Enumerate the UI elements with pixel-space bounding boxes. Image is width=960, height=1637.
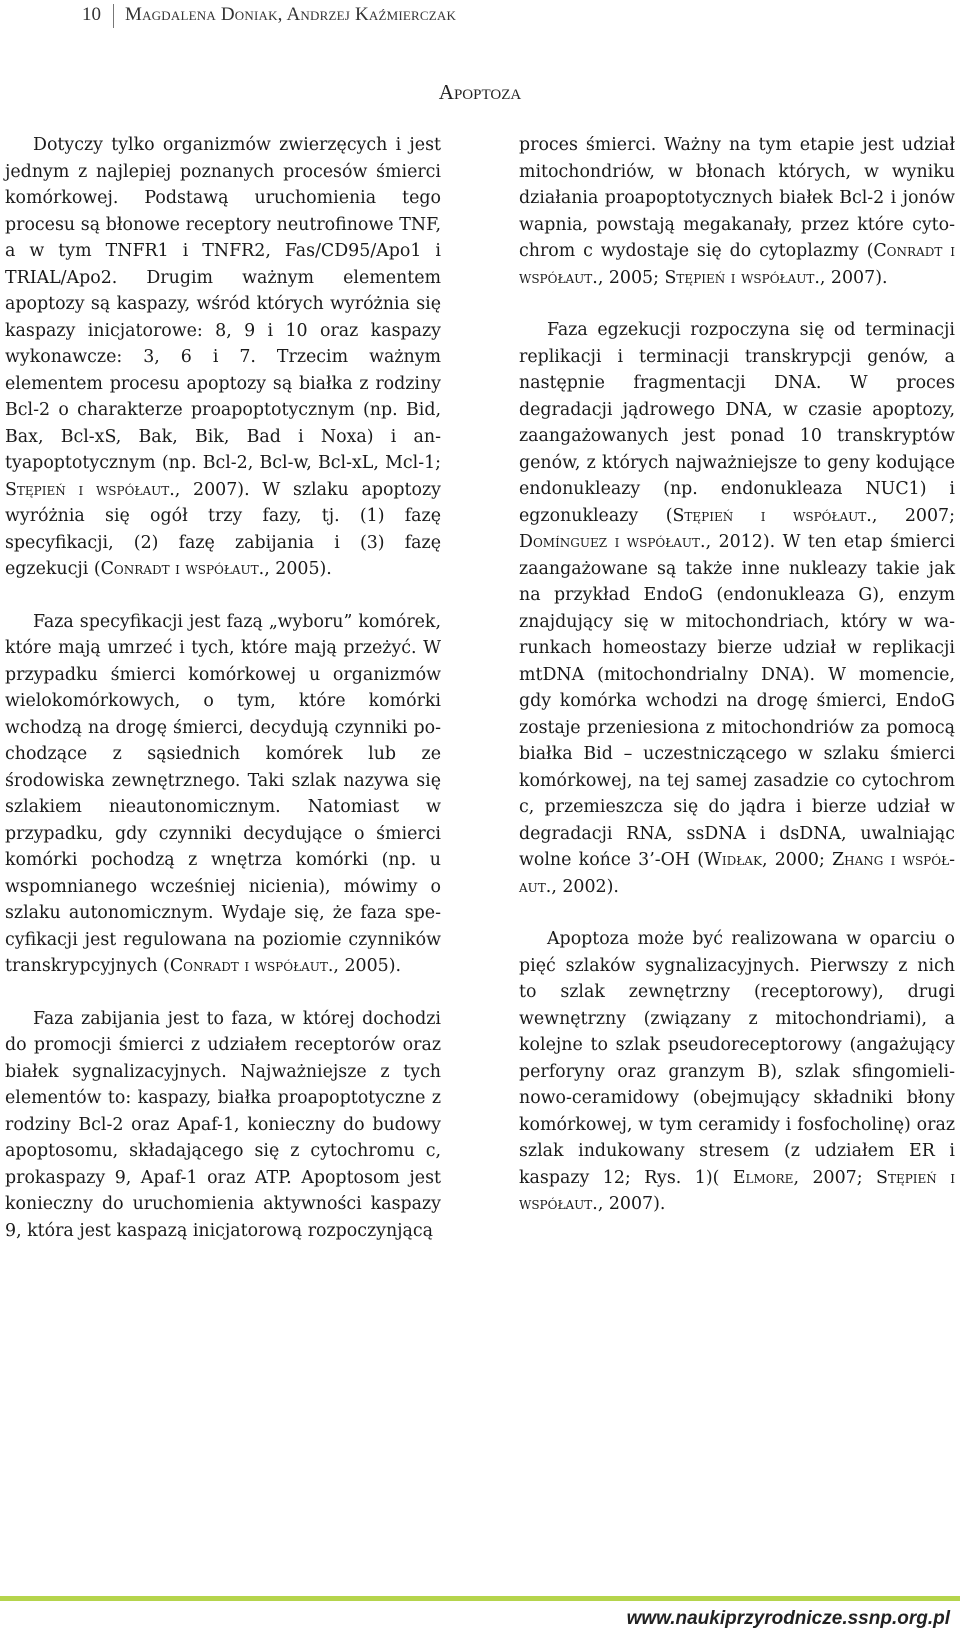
citation: Stępień i współaut. [519,1167,955,1214]
paragraph-text: , 2000; [761,850,833,870]
page-number: 10 [82,4,101,25]
paragraph-text: , 2002). [551,876,619,897]
citation: Conradt i współaut. [169,956,334,976]
paragraph-text: Faza specyfikacji jest fazą „wyboru” komórek, które mają umrzeć i tych, które mają przeżyć. W przypadku śmierci komórkowej u organizmów wielokomórkowych, o tym, które komórki wchodzą na drogę śmierci, decydują czynniki pochodzące z sąsiednich komórek lub ze środowiska zewnętrznego. Taki szlak nazywa się szlakiem nieautonomicznym. Natomiast w przypadku, gdy czynniki decydujące o śmierci komórki pochodzą z wnętrza komórki (np. u wspomnianego wcześniej nicienia), mówimy o szlaku autonomicznym. Wydaje się, że faza specyfikacji jest regulowana na poziomie czynników transkrypcyjnych ( [5,611,441,976]
section-title: Apoptoza [438,80,522,104]
paragraph-text: , 2005). [333,956,402,976]
paragraph-signaling-pathways [519,926,955,1218]
citation: Widłak [704,850,762,870]
header-divider [113,4,114,28]
citation: Domínguez i współaut. [519,532,706,552]
paragraph-text: , 2007; [871,505,955,526]
page-header [0,0,960,36]
citation: Zhang i współaut. [519,850,955,897]
citation: Conradt i współaut. [519,241,955,288]
paragraph-text: proces śmierci. Ważny na tym etapie jest udział mitochondriów, w błonach których, w wyniku działania proapoptotycznych białek Bcl-2 i jonów wapnia, powstają megakanały, przez które cytochrom c wydostaje się do cytoplazmy ( [519,135,955,261]
citation: Elmore [732,1167,794,1188]
paragraph-continuation [519,132,955,291]
paragraph-text: , 2007). W szlaku apoptozy wyróżnia się ogół trzy fazy, tj. (1) fazę specyfikacji, (2) fazę zabijania i (3) fazę egzekucji ( [5,479,442,579]
paragraph-text: Faza zabijania jest to faza, w której dochodzi do promocji śmierci z udziałem receptorów oraz białek sygnalizacyjnych. Najważniejsze z tych elementów to: kaspazy, białka proapoptotyczne z rodziny Bcl-2 oraz Apaf-1, konieczny do budowy apoptosomu, składającego się z cytochromu c, prokaspazy 9, Apaf-1 oraz ATP. Apoptosom jest konieczny do uruchomienia aktywności kaspazy 9, która jest kaspazą inicjatorową rozpoczynjącą [5,1008,441,1241]
paragraph-text: , 2005). [264,559,332,579]
citation: Stępień i współaut. [664,267,820,288]
paragraph-specification-phase [5,609,441,980]
paragraph-execution-phase [519,317,955,900]
paragraph-text: Faza egzekucji rozpoczyna się od terminacji replikacji i terminacji transkrypcji genów, a następnie fragmentacji DNA. W proces degradacji jądrowego DNA, w czasie apoptozy, zaangażowanych jest ponad 10 transkryptów genów, z których najważniejsze to geny kodujące endonukleazy (np. endonukleaza NUC1) i egzonukleazy ( [519,320,955,526]
left-column [5,132,441,1270]
citation: Stępień i współaut. [5,479,175,500]
footer-divider [0,1596,960,1601]
paragraph-text: , 2007). [819,267,888,288]
paragraph-text: Apoptoza może być realizowana w oparciu o pięć szlaków sygnalizacyjnych. Pierwszy z nich to szlak zewnętrzny (receptorowy), drugi wewnętrzny (związany z mitochondriami), a kolejne to szlak pseudoreceptorowy (angażujący perforyny oraz granzym B), szlak sfingomielinowo-ceramidowy (obejmujący składniki błony komórkowej, w tym ceramidy i fosfocholinę) oraz szlak indukowany stresem (z udziałem ER i kaspazy 12; Rys. 1)( [519,929,955,1188]
citation: Stępień i współaut. [672,505,872,526]
paragraph-intro [5,132,441,583]
paragraph-killing-phase [5,1006,441,1245]
paragraph-text: , 2007; [793,1167,877,1188]
footer-url: www.naukiprzyrodnicze.ssnp.org.pl [626,1608,950,1629]
running-head: Magdalena Doniak, Andrzej Kaźmierczak [125,4,457,25]
right-column [519,132,955,1244]
paragraph-text: , 2012). W ten etap śmierci zaangażowane są także inne nukleazy takie jak na przykład EndoG (endonukleaza G), enzym znajdujący się w mitochondriach, który w warunkach homeostazy bierze udział w replikacji mtDNA (mitochondrialny DNA). W momencie, gdy komórka wchodzi na drogę śmierci, EndoG zostaje przeniesiona z mitochondriów za pomocą białka Bid – uczestniczącego w szlaku śmierci komórkowej, na tej samej zasadzie co cytochrom c, przemieszcza się do jądra i bierze udział w degradacji RNA, ssDNA i dsDNA, uwalniając wolne końce 3’-OH ( [519,532,955,870]
citation: Conradt i współaut. [100,559,265,579]
paragraph-text: , 2007). [597,1194,666,1214]
paragraph-text: Dotyczy tylko organizmów zwierzęcych i jest jednym z najlepiej poznanych procesów śmierci komórkowej. Podstawą uruchomienia tego procesu są błonowe receptory neutrofinowe TNF, a w tym TNFR1 i TNFR2, Fas/CD95/Apo1 i TRIAL/Apo2. Drugim ważnym elementem apoptozy są kaspazy, wśród których wyróżnia się kaspazy inicjatorowe: 8, 9 i 10 oraz kaspazy wykonawcze: 3, 6 i 7. Trzecim ważnym elementem procesu apoptozy są białka z rodziny Bcl-2 o charakterze proapoptotycznym (np. Bid, Bax, Bcl-xS, Bak, Bik, Bad i Noxa) i antyapoptotycznym (np. Bcl-2, Bcl-w, Bcl-xL, Mcl-1; [5,135,441,473]
paragraph-text: , 2005; [597,267,665,288]
